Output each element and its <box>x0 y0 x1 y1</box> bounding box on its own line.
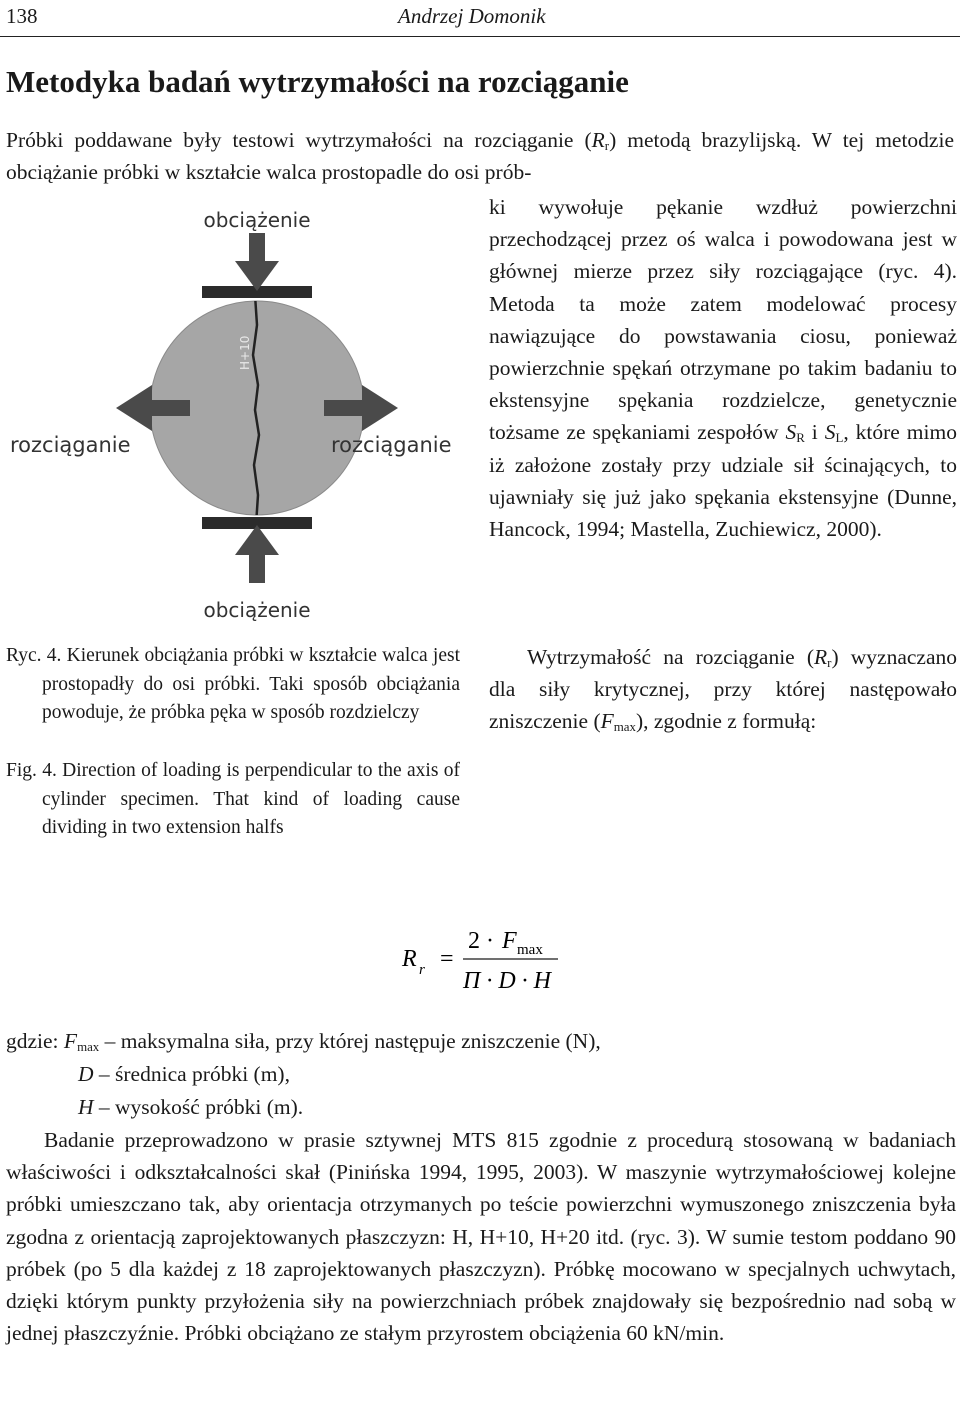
figure-caption-en: Fig. 4. Direction of loading is perpendicular to the axis of cylinder specimen. That kind of loading cause dividing in two extension halfs <box>6 760 460 838</box>
formula-legend <box>6 1025 601 1124</box>
formula-denominator: Π · D · H <box>463 968 551 994</box>
formula-numerator-sub: max <box>517 942 543 958</box>
figure-caption-pl: Ryc. 4. Kierunek obciążania próbki w kształcie walca jest prostopadły do osi próbki. Taki sposób obciążania powoduje, że próbka pęka w sposób rozdzielczy <box>6 645 460 723</box>
label-tension-left: rozciąganie <box>10 433 131 457</box>
formula-equals: = <box>440 946 454 972</box>
main-paragraph: Badanie przeprowadzono w prasie sztywnej MTS 815 zgodnie z procedurą stosowaną w badaniach właściwości i odkształcalności skał (Pinińska 1994, 1995, 2003). W maszynie wytrzymałościowej kolejne próbki umieszczano tak, aby orientacja otrzymanych po teście powierzchni wymuszonego zniszczenia była zgodna z orientacją zaprojektowanych płaszczyzn: H, H+10, H+20 itd. (ryc. 3). W sumie testom poddano 90 próbek (po 5 dla każdej z 18 zaprojektowanych płaszczyzn). Próbkę mocowano w specjalnych uchwytach, dzięki którym punkty przyłożenia siły na powierzchniach próbek znajdowały się bezpośrednio nad sobą w jednej płaszczyźnie. Próbki obciążano ze stałym przyrostem obciążenia 60 kN/min. <box>6 1128 956 1346</box>
formula-lhs: R <box>402 946 417 972</box>
label-load-top: obciążenie <box>203 208 311 232</box>
label-tension-right: rozciąganie <box>331 433 452 457</box>
formula-lhs-sub: r <box>419 962 425 978</box>
label-load-bottom: obciążenie <box>203 598 311 622</box>
running-header <box>0 4 960 32</box>
formula-tensile-strength <box>380 918 620 998</box>
figure-brazilian-test <box>0 195 470 635</box>
section-title: Metodyka badań wytrzymałości na rozciąganie <box>6 64 629 99</box>
legend-row-h: H – wysokość próbki (m). <box>78 1095 304 1119</box>
header-rule <box>0 36 960 37</box>
page-number: 138 <box>6 4 38 28</box>
strength-paragraph: Wytrzymałość na rozciąganie $(R_r)$ wyznaczano dla siły krytycznej, przy której następowało zniszczenie $(F_{max})$, zgodnie z formułą: <box>489 645 957 735</box>
brazilian-test-diagram <box>0 195 470 635</box>
top-load-arrow <box>235 233 279 291</box>
legend-row-fmax: gdzie: $F_{max}$ – maksymalna siła, przy której następuje zniszczenie (N), <box>6 1029 601 1055</box>
bottom-load-arrow <box>235 525 279 583</box>
intro-paragraph: Próbki poddawane były testowi wytrzymałości na rozciąganie $(R_r)$ metodą brazylijską. W tej metodzie obciążanie próbki w kształcie walca prostopadle do osi prób- <box>6 128 954 185</box>
side-paragraph: ki wywołuje pękanie wzdłuż powierzchni przechodzącej przez oś walca i powodowana jest w głównej mierze przez siły rozciągające (ryc. 4). Metoda ta może zatem modelować procesy nawiązujące do powstawania ciosu, ponieważ powierzchnie spękań otrzymane po takim badaniu to ekstensyjne spękania rozdzielcze, genetycznie tożsame ze spękaniami zespołów $S_R$ i $S_L$, które mimo iż założone zostały przy udziale sił ścinających, to ujawniały się już jako spękania ekstensyjne (Dunne, Hancock, 1994; Mastella, Zuchiewicz, 2000). <box>489 195 957 542</box>
formula-numerator-var: F <box>502 928 517 954</box>
running-author: Andrzej Domonik <box>398 4 546 28</box>
specimen-label: H+10 <box>238 335 252 370</box>
formula-numerator-coefficient: 2 · <box>468 928 494 954</box>
legend-row-d: D – średnica próbki (m), <box>78 1062 290 1086</box>
